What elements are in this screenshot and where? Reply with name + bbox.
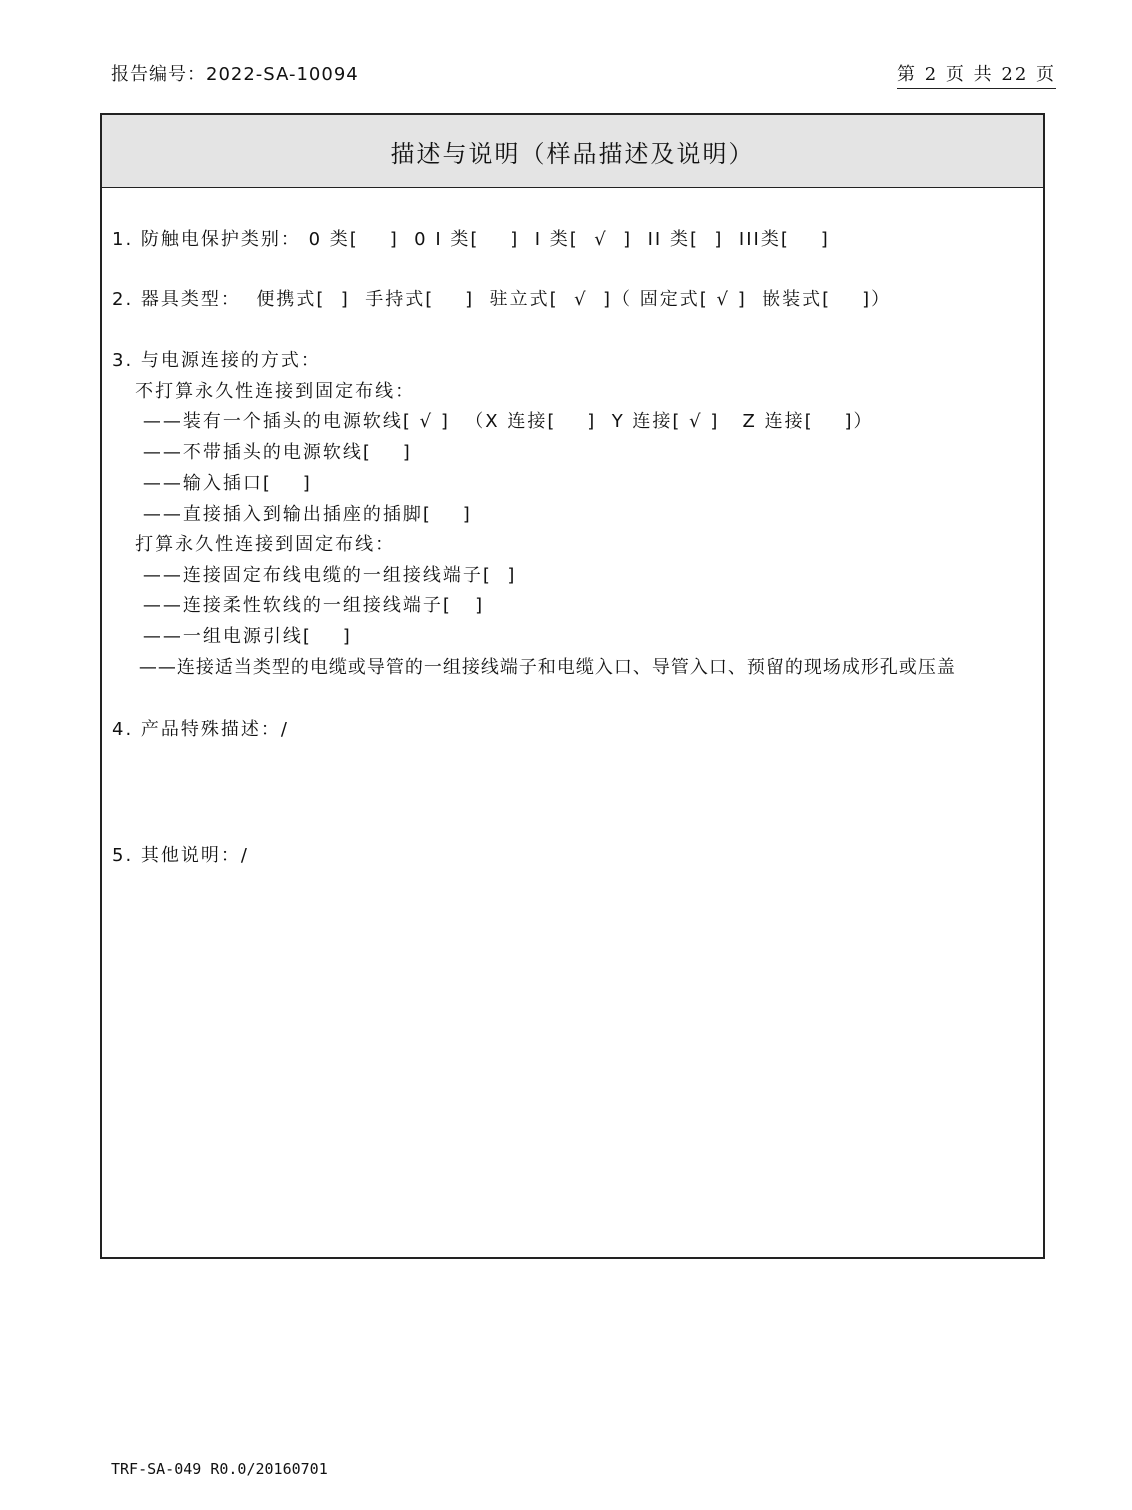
section-title: 描述与说明（样品描述及说明）	[102, 115, 1043, 188]
item-input-socket: ——输入插口[ ]	[112, 473, 312, 494]
description-frame	[100, 113, 1045, 1259]
form-code: TRF-SA-049 R0.0/20160701	[111, 1460, 328, 1478]
item-direct-plug: ——直接插入到输出插座的插脚[ ]	[112, 504, 472, 525]
report-number: 报告编号：2022-SA-10094	[111, 64, 359, 85]
item-permanent: 打算永久性连接到固定布线：	[112, 534, 396, 555]
description-content	[112, 115, 1043, 866]
item-flexible-cord-terminals: ——连接柔性软线的一组接线端子[ ]	[112, 595, 485, 616]
item-connection-method: 3. 与电源连接的方式：	[112, 350, 321, 371]
item-other-notes: 5. 其他说明：/	[112, 845, 249, 866]
item-no-plug-cord: ——不带插头的电源软线[ ]	[112, 442, 412, 463]
item-special-description: 4. 产品特殊描述：/	[112, 719, 289, 740]
item-fixed-wiring-terminals: ——连接固定布线电缆的一组接线端子[ ]	[112, 565, 517, 586]
page-info: 第 2 页 共 22 页	[897, 60, 1056, 89]
item-cable-conduit-terminals: ——连接适当类型的电缆或导管的一组接线端子和电缆入口、导管入口、预留的现场成形孔或压盖	[112, 657, 956, 678]
item-appliance-type: 2. 器具类型： 便携式[ ] 手持式[ ] 驻立式[ √ ]（ 固定式[ √ ] 嵌装式[ ]）	[112, 289, 892, 310]
item-not-permanent: 不打算永久性连接到固定布线：	[112, 381, 416, 402]
item-plug-cord: ——装有一个插头的电源软线[ √ ] （X 连接[ ] Y 连接[ √ ] Z 连接[ ]）	[112, 411, 874, 432]
item-power-leads: ——一组电源引线[ ]	[112, 626, 352, 647]
item-protection-class: 1. 防触电保护类别： 0 类[ ] 0 I 类[ ] I 类[ √ ] II 类[ ] III类[ ]	[112, 229, 830, 250]
